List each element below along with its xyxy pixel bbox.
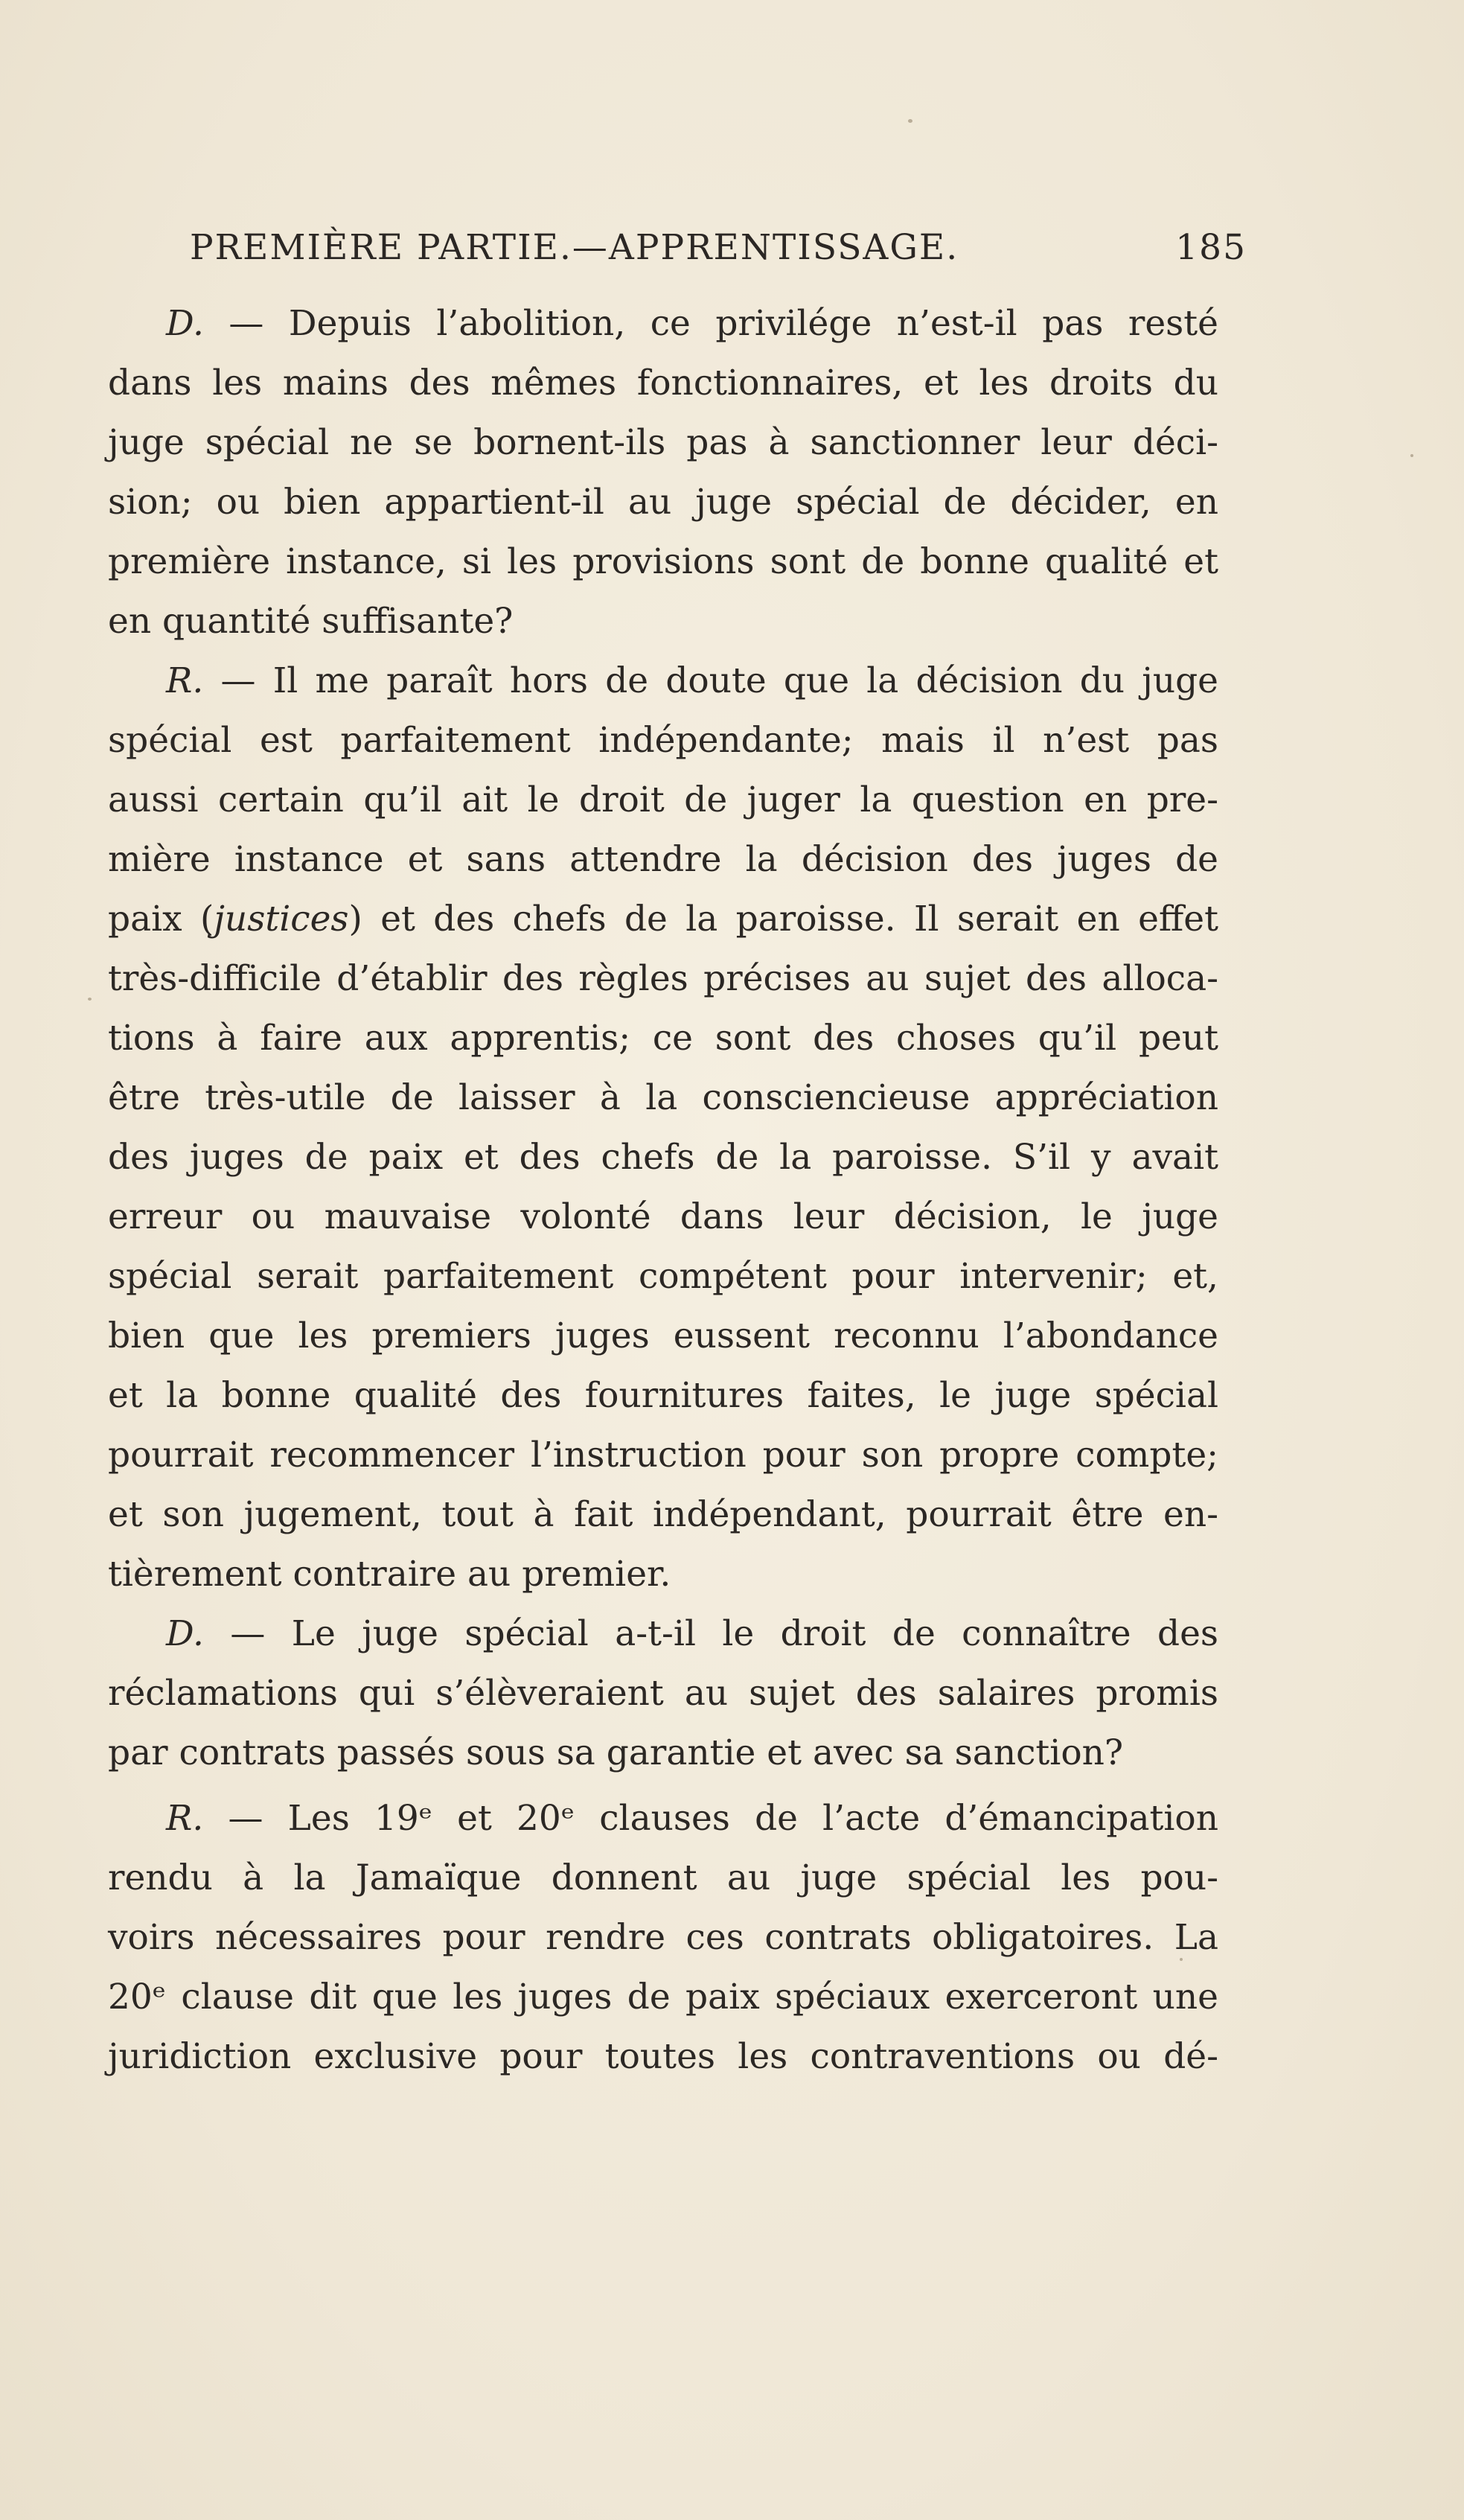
text-line: D. — Depuis l’abolition, ce privilége n’est-il pas resté — [166, 303, 1218, 344]
paper-speck — [908, 119, 912, 123]
text-line: juridiction exclusive pour toutes les contraventions ou dé- — [108, 2036, 1218, 2077]
text-line: erreur ou mauvaise volonté dans leur décision, le juge — [108, 1196, 1218, 1237]
body-text — [108, 294, 1218, 2087]
text-line: juge spécial ne se bornent-ils pas à sanctionner leur déci- — [108, 422, 1218, 463]
text-line: spécial est parfaitement indépendante; mais il n’est pas — [108, 720, 1218, 761]
text-line: très-difficile d’établir des règles précises au sujet des alloca- — [108, 958, 1218, 999]
text-line: pourrait recommencer l’instruction pour son propre compte; — [108, 1435, 1218, 1476]
text-line: spécial serait parfaitement compétent pour intervenir; et, — [108, 1256, 1218, 1297]
text-line: et son jugement, tout à fait indépendant, pourrait être en- — [108, 1494, 1218, 1535]
text-line: des juges de paix et des chefs de la paroisse. S’il y avait — [108, 1137, 1218, 1178]
text-line: et la bonne qualité des fournitures faites, le juge spécial — [108, 1375, 1218, 1416]
running-head-title: PREMIÈRE PARTIE.—APPRENTISSAGE. — [190, 227, 959, 268]
text-line: première instance, si les provisions sont de bonne qualité et — [108, 541, 1218, 582]
speaker-label: D. — [166, 1613, 204, 1654]
text-line: sion; ou bien appartient-il au juge spécial de décider, en — [108, 482, 1218, 523]
paper-speck — [88, 998, 92, 1001]
text-line: R. — Les 19ᵉ et 20ᵉ clauses de l’acte d’émancipation — [166, 1798, 1218, 1839]
text-line: dans les mains des mêmes fonctionnaires, et les droits du — [108, 363, 1218, 403]
text-line: tièrement contraire au premier. — [108, 1554, 671, 1595]
text-line: en quantité suffisante? — [108, 601, 514, 642]
text-line: mière instance et sans attendre la décision des juges de — [108, 839, 1218, 880]
paper-speck — [1410, 454, 1413, 457]
text-line: D. — Le juge spécial a-t-il le droit de connaître des — [166, 1613, 1218, 1654]
text-line: être très-utile de laisser à la consciencieuse appréciation — [108, 1077, 1218, 1118]
speaker-label: R. — [166, 1798, 204, 1839]
speaker-label: R. — [166, 660, 204, 701]
text-line: aussi certain qu’il ait le droit de juger la question en pre- — [108, 779, 1218, 820]
running-head — [190, 227, 1247, 281]
text-line: rendu à la Jamaïque donnent au juge spécial les pou- — [108, 1857, 1218, 1898]
text-line: par contrats passés sous sa garantie et avec sa sanction? — [108, 1732, 1124, 1773]
text-line: bien que les premiers juges eussent reconnu l’abondance — [108, 1315, 1218, 1356]
page-number: 185 — [1175, 227, 1247, 268]
text-line: paix (justices) et des chefs de la paroisse. Il serait en effet — [108, 899, 1218, 940]
italic-term: justices — [214, 899, 349, 940]
text-line: tions à faire aux apprentis; ce sont des choses qu’il peut — [108, 1018, 1218, 1059]
text-line: réclamations qui s’élèveraient au sujet des salaires promis — [108, 1673, 1218, 1714]
text-line: R. — Il me paraît hors de doute que la décision du juge — [166, 660, 1218, 701]
speaker-label: D. — [166, 303, 204, 344]
text-line: voirs nécessaires pour rendre ces contrats obligatoires. La — [108, 1917, 1218, 1958]
text-line: 20ᵉ clause dit que les juges de paix spéciaux exerceront une — [108, 1977, 1218, 2017]
